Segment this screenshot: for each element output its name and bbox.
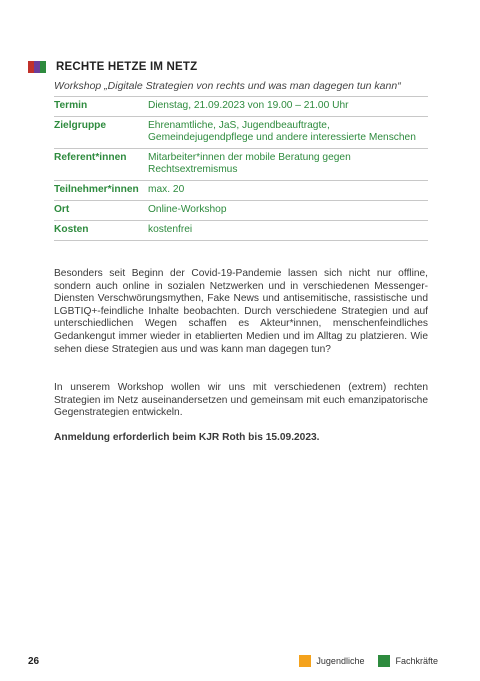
legend-item-jugendliche: [299, 655, 364, 667]
legend-label: Jugendliche: [316, 656, 365, 666]
orange-square-icon: [299, 655, 311, 667]
detail-label: Referent*innen: [54, 152, 127, 163]
table-row: [54, 181, 428, 201]
detail-label: Teilnehmer*innen: [54, 184, 139, 195]
table-row: [54, 149, 428, 181]
flag-stripe-green: [40, 61, 46, 73]
table-row: [54, 221, 428, 241]
detail-value: Ehrenamtliche, JaS, Jugendbeauftragte, Gemeindejugendpflege und andere interessierte Menschen: [148, 120, 416, 143]
detail-value: Mitarbeiter*innen der mobile Beratung gegen Rechtsextremismus: [148, 152, 351, 175]
page-title: RECHTE HETZE IM NETZ: [56, 61, 198, 73]
registration-note: Anmeldung erforderlich beim KJR Roth bis 15.09.2023.: [54, 432, 320, 443]
body-paragraph-workshop: In unserem Workshop wollen wir uns mit verschiedenen (extrem) rechten Strategien im Netz auseinandersetzen und gemeinsam mit euch emanzipatorische Gegenstrategien entwickeln.: [54, 382, 428, 419]
detail-value: Online-Workshop: [148, 204, 227, 215]
detail-label: Zielgruppe: [54, 120, 107, 131]
detail-label: Ort: [54, 204, 70, 215]
table-row: [54, 117, 428, 149]
section-header: [28, 60, 197, 74]
workshop-subtitle: Workshop „Digitale Strategien von rechts und was man dagegen tun kann“: [54, 80, 401, 92]
green-square-icon: [378, 655, 390, 667]
legend-item-fachkraefte: [378, 655, 438, 667]
body-paragraph-intro: Besonders seit Beginn der Covid-19-Pandemie lassen sich nicht nur offline, sondern auch online in sozialen Netzwerken und in verschiedenen Messenger-Diensten Verschwörungsmythen, Fake News und antisemitische, rassistische und LGBTIQ+-feindliche Inhalte beobachten. Durch verschiedene Strategien und auf unterschiedlichen Wegen schaffen es Akteur*innen, menschenfeindliches Gedankengut immer wieder in etablierten Medien und im Alltag zu platzieren. Wie sehen diese Strategien aus und was kann man dagegen tun?: [54, 268, 428, 355]
page-number: 26: [28, 656, 40, 667]
audience-legend: [285, 655, 438, 667]
details-table: [54, 96, 428, 241]
detail-value: max. 20: [148, 184, 185, 195]
detail-value: kostenfrei: [148, 224, 193, 235]
detail-label: Termin: [54, 100, 88, 111]
detail-label: Kosten: [54, 224, 89, 235]
three-color-flag-icon: [28, 61, 46, 73]
table-row: [54, 97, 428, 117]
detail-value: Dienstag, 21.09.2023 von 19.00 – 21.00 Uhr: [148, 100, 349, 111]
table-row: [54, 201, 428, 221]
legend-label: Fachkräfte: [395, 656, 438, 666]
